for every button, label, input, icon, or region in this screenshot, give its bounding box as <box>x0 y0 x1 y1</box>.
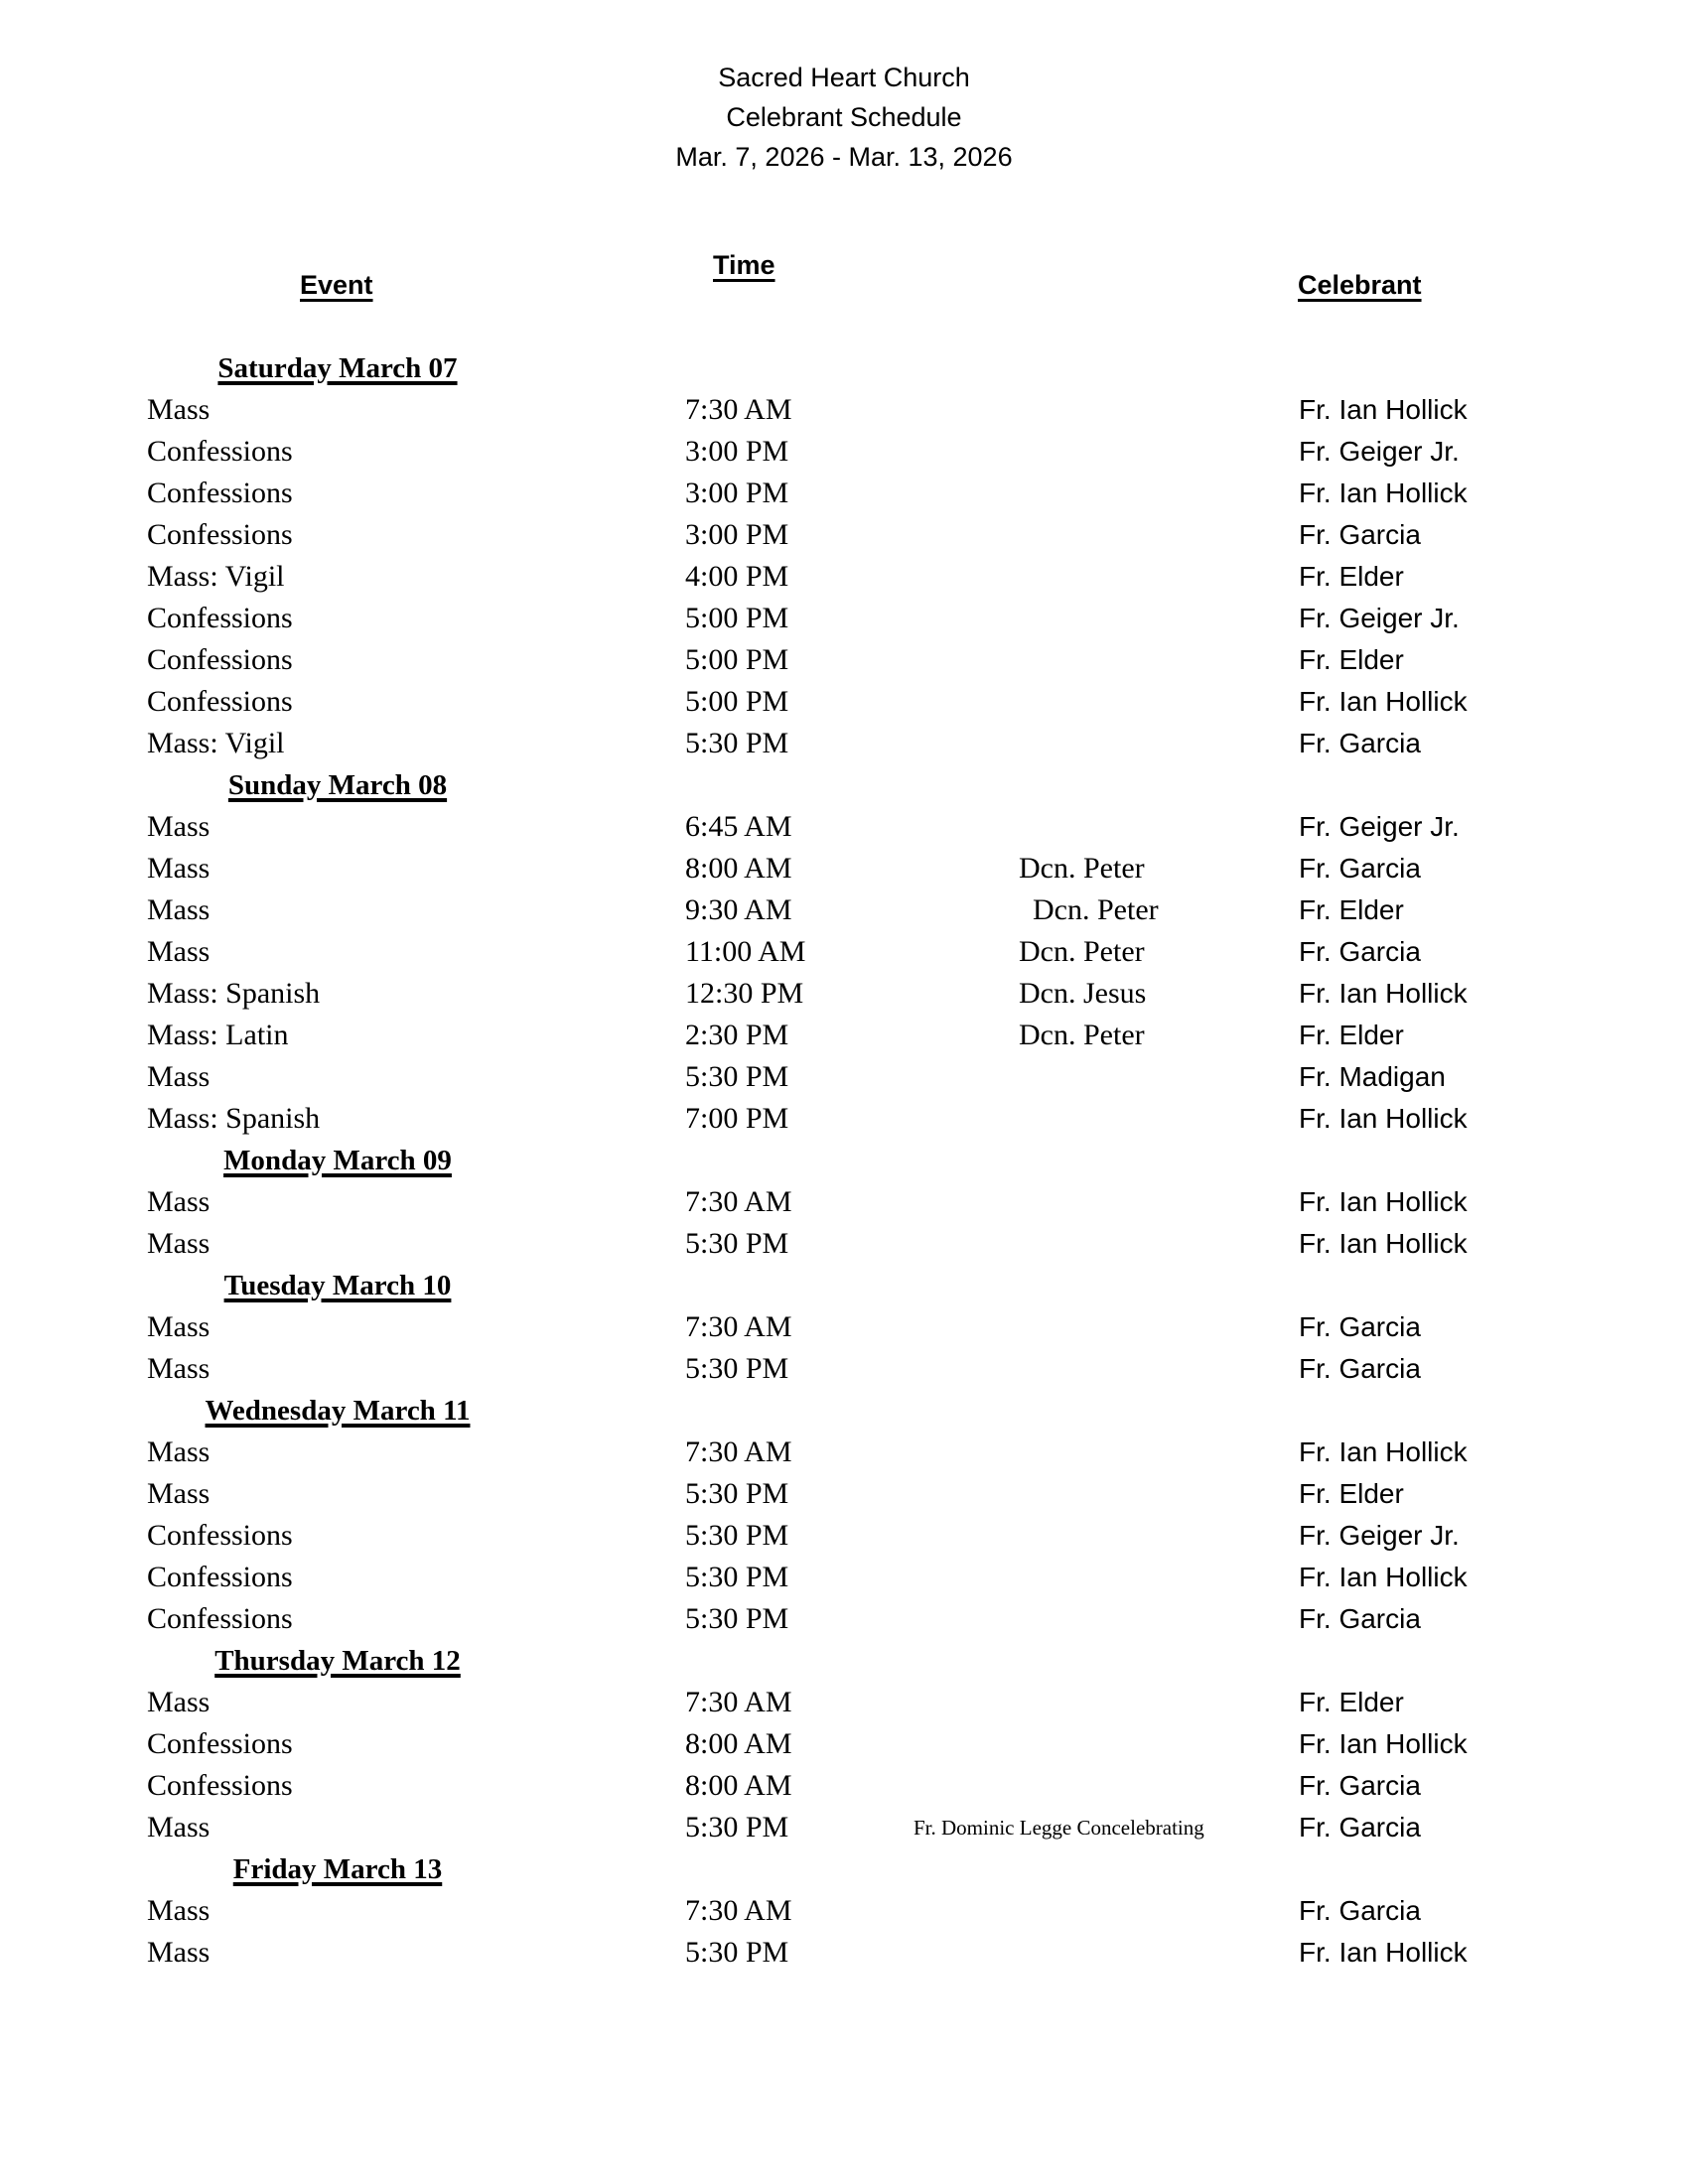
schedule-row <box>0 514 1688 556</box>
time-cell: 12:30 PM <box>685 977 804 1010</box>
event-cell: Mass: Vigil <box>147 727 285 759</box>
time-cell: 3:00 PM <box>685 435 789 468</box>
time-cell: 5:30 PM <box>685 1519 789 1552</box>
celebrant-cell: Fr. Ian Hollick <box>1299 686 1468 717</box>
event-cell: Mass <box>147 1310 211 1343</box>
schedule-row <box>0 681 1688 723</box>
event-cell: Mass <box>147 893 211 926</box>
event-cell: Confessions <box>147 602 293 634</box>
time-cell: 5:00 PM <box>685 643 789 676</box>
day-heading: Saturday March 07 <box>217 352 458 384</box>
celebrant-cell: Fr. Garcia <box>1299 853 1421 884</box>
time-cell: 3:00 PM <box>685 518 789 551</box>
day-heading: Tuesday March 10 <box>223 1270 452 1301</box>
schedule-table <box>0 347 1688 1974</box>
schedule-row <box>0 1682 1688 1723</box>
deacon-cell: Dcn. Peter <box>1033 893 1159 926</box>
schedule-row <box>0 1432 1688 1473</box>
day-group <box>0 764 1688 1140</box>
day-group <box>0 1390 1688 1640</box>
schedule-row <box>0 1932 1688 1974</box>
time-cell: 7:30 AM <box>685 1435 792 1468</box>
celebrant-cell: Fr. Elder <box>1299 1020 1404 1050</box>
schedule-row <box>0 1723 1688 1765</box>
event-cell: Mass <box>147 1352 211 1385</box>
deacon-cell: Dcn. Peter <box>1019 852 1145 885</box>
celebrant-cell: Fr. Geiger Jr. <box>1299 1520 1460 1551</box>
schedule-row <box>0 1473 1688 1515</box>
celebrant-cell: Fr. Elder <box>1299 644 1404 675</box>
day-group <box>0 347 1688 764</box>
schedule-row <box>0 889 1688 931</box>
schedule-row <box>0 1306 1688 1348</box>
celebrant-cell: Fr. Ian Hollick <box>1299 1228 1468 1259</box>
schedule-row <box>0 1598 1688 1640</box>
schedule-row <box>0 1807 1688 1848</box>
time-cell: 7:30 AM <box>685 1310 792 1343</box>
celebrant-cell: Fr. Ian Hollick <box>1299 394 1468 425</box>
celebrant-cell: Fr. Ian Hollick <box>1299 1562 1468 1592</box>
time-cell: 8:00 AM <box>685 1769 792 1802</box>
day-heading: Friday March 13 <box>232 1853 443 1885</box>
time-cell: 5:30 PM <box>685 727 789 759</box>
celebrant-cell: Fr. Garcia <box>1299 519 1421 550</box>
schedule-row <box>0 431 1688 473</box>
celebrant-cell: Fr. Garcia <box>1299 1895 1421 1926</box>
time-cell: 7:30 AM <box>685 1185 792 1218</box>
celebrant-cell: Fr. Garcia <box>1299 1812 1421 1843</box>
celebrant-cell: Fr. Elder <box>1299 1687 1404 1717</box>
event-cell: Confessions <box>147 1519 293 1552</box>
celebrant-cell: Fr. Elder <box>1299 894 1404 925</box>
event-cell: Confessions <box>147 1769 293 1802</box>
day-group <box>0 1140 1688 1265</box>
event-cell: Confessions <box>147 685 293 718</box>
celebrant-cell: Fr. Ian Hollick <box>1299 1436 1468 1467</box>
event-cell: Confessions <box>147 643 293 676</box>
day-group <box>0 1640 1688 1848</box>
time-cell: 5:00 PM <box>685 685 789 718</box>
event-cell: Mass: Spanish <box>147 1102 321 1135</box>
schedule-row <box>0 556 1688 598</box>
schedule-row <box>0 639 1688 681</box>
celebrant-cell: Fr. Ian Hollick <box>1299 1937 1468 1968</box>
day-heading: Monday March 09 <box>223 1145 452 1176</box>
church-name: Sacred Heart Church <box>718 63 970 92</box>
celebrant-cell: Fr. Garcia <box>1299 936 1421 967</box>
celebrant-cell: Fr. Geiger Jr. <box>1299 603 1460 633</box>
celebrant-cell: Fr. Geiger Jr. <box>1299 436 1460 467</box>
event-cell: Mass <box>147 1936 211 1969</box>
event-cell: Mass <box>147 1227 211 1260</box>
time-cell: 7:30 AM <box>685 1894 792 1927</box>
day-heading: Wednesday March 11 <box>205 1395 471 1427</box>
day-heading: Thursday March 12 <box>214 1645 461 1677</box>
celebrant-cell: Fr. Garcia <box>1299 1603 1421 1634</box>
column-header-time: Time <box>713 250 775 280</box>
event-cell: Confessions <box>147 1561 293 1593</box>
event-cell: Mass <box>147 935 211 968</box>
schedule-row <box>0 1557 1688 1598</box>
celebrant-cell: Fr. Madigan <box>1299 1061 1446 1092</box>
schedule-row <box>0 973 1688 1015</box>
concelebrant-note: Fr. Dominic Legge Concelebrating <box>914 1816 1204 1840</box>
time-cell: 9:30 AM <box>685 893 792 926</box>
time-cell: 5:30 PM <box>685 1477 789 1510</box>
schedule-row <box>0 1098 1688 1140</box>
date-range: Mar. 7, 2026 - Mar. 13, 2026 <box>675 142 1013 172</box>
event-cell: Confessions <box>147 1727 293 1760</box>
schedule-row <box>0 1765 1688 1807</box>
event-cell: Mass <box>147 852 211 885</box>
time-cell: 7:30 AM <box>685 393 792 426</box>
time-cell: 5:30 PM <box>685 1060 789 1093</box>
celebrant-cell: Fr. Ian Hollick <box>1299 1186 1468 1217</box>
schedule-row <box>0 1890 1688 1932</box>
day-group <box>0 1265 1688 1390</box>
deacon-cell: Dcn. Peter <box>1019 935 1145 968</box>
column-header-event: Event <box>300 270 373 300</box>
event-cell: Mass <box>147 810 211 843</box>
event-cell: Mass <box>147 1060 211 1093</box>
schedule-row <box>0 389 1688 431</box>
event-cell: Mass <box>147 1894 211 1927</box>
time-cell: 5:30 PM <box>685 1811 789 1843</box>
schedule-row <box>0 723 1688 764</box>
document-title-block <box>0 58 1688 177</box>
time-cell: 11:00 AM <box>685 935 806 968</box>
time-cell: 5:00 PM <box>685 602 789 634</box>
celebrant-cell: Fr. Elder <box>1299 561 1404 592</box>
schedule-row <box>0 806 1688 848</box>
schedule-row <box>0 931 1688 973</box>
celebrant-cell: Fr. Ian Hollick <box>1299 478 1468 508</box>
day-heading: Sunday March 08 <box>227 769 448 801</box>
celebrant-cell: Fr. Garcia <box>1299 1353 1421 1384</box>
schedule-row <box>0 1223 1688 1265</box>
schedule-row <box>0 1181 1688 1223</box>
celebrant-cell: Fr. Elder <box>1299 1478 1404 1509</box>
celebrant-cell: Fr. Garcia <box>1299 1770 1421 1801</box>
celebrant-cell: Fr. Ian Hollick <box>1299 978 1468 1009</box>
deacon-cell: Dcn. Jesus <box>1019 977 1147 1010</box>
celebrant-cell: Fr. Ian Hollick <box>1299 1728 1468 1759</box>
time-cell: 8:00 AM <box>685 852 792 885</box>
time-cell: 6:45 AM <box>685 810 792 843</box>
time-cell: 7:30 AM <box>685 1686 792 1718</box>
event-cell: Confessions <box>147 477 293 509</box>
celebrant-cell: Fr. Geiger Jr. <box>1299 811 1460 842</box>
time-cell: 7:00 PM <box>685 1102 789 1135</box>
day-group <box>0 1848 1688 1974</box>
schedule-row <box>0 598 1688 639</box>
event-cell: Mass <box>147 1435 211 1468</box>
event-cell: Mass <box>147 1811 211 1843</box>
time-cell: 5:30 PM <box>685 1561 789 1593</box>
time-cell: 3:00 PM <box>685 477 789 509</box>
celebrant-cell: Fr. Ian Hollick <box>1299 1103 1468 1134</box>
schedule-row <box>0 1056 1688 1098</box>
event-cell: Mass: Spanish <box>147 977 321 1010</box>
event-cell: Mass <box>147 1686 211 1718</box>
time-cell: 2:30 PM <box>685 1019 789 1051</box>
celebrant-cell: Fr. Garcia <box>1299 728 1421 758</box>
schedule-row <box>0 848 1688 889</box>
time-cell: 4:00 PM <box>685 560 789 593</box>
event-cell: Mass <box>147 393 211 426</box>
event-cell: Confessions <box>147 1602 293 1635</box>
column-header-celebrant: Celebrant <box>1298 270 1422 300</box>
time-cell: 5:30 PM <box>685 1602 789 1635</box>
schedule-row <box>0 1515 1688 1557</box>
event-cell: Mass <box>147 1477 211 1510</box>
schedule-row <box>0 473 1688 514</box>
schedule-row <box>0 1015 1688 1056</box>
time-cell: 5:30 PM <box>685 1936 789 1969</box>
schedule-name: Celebrant Schedule <box>726 102 962 132</box>
time-cell: 8:00 AM <box>685 1727 792 1760</box>
celebrant-cell: Fr. Garcia <box>1299 1311 1421 1342</box>
time-cell: 5:30 PM <box>685 1227 789 1260</box>
schedule-row <box>0 1348 1688 1390</box>
event-cell: Mass: Latin <box>147 1019 289 1051</box>
event-cell: Mass: Vigil <box>147 560 285 593</box>
event-cell: Confessions <box>147 435 293 468</box>
deacon-cell: Dcn. Peter <box>1019 1019 1145 1051</box>
event-cell: Mass <box>147 1185 211 1218</box>
event-cell: Confessions <box>147 518 293 551</box>
time-cell: 5:30 PM <box>685 1352 789 1385</box>
